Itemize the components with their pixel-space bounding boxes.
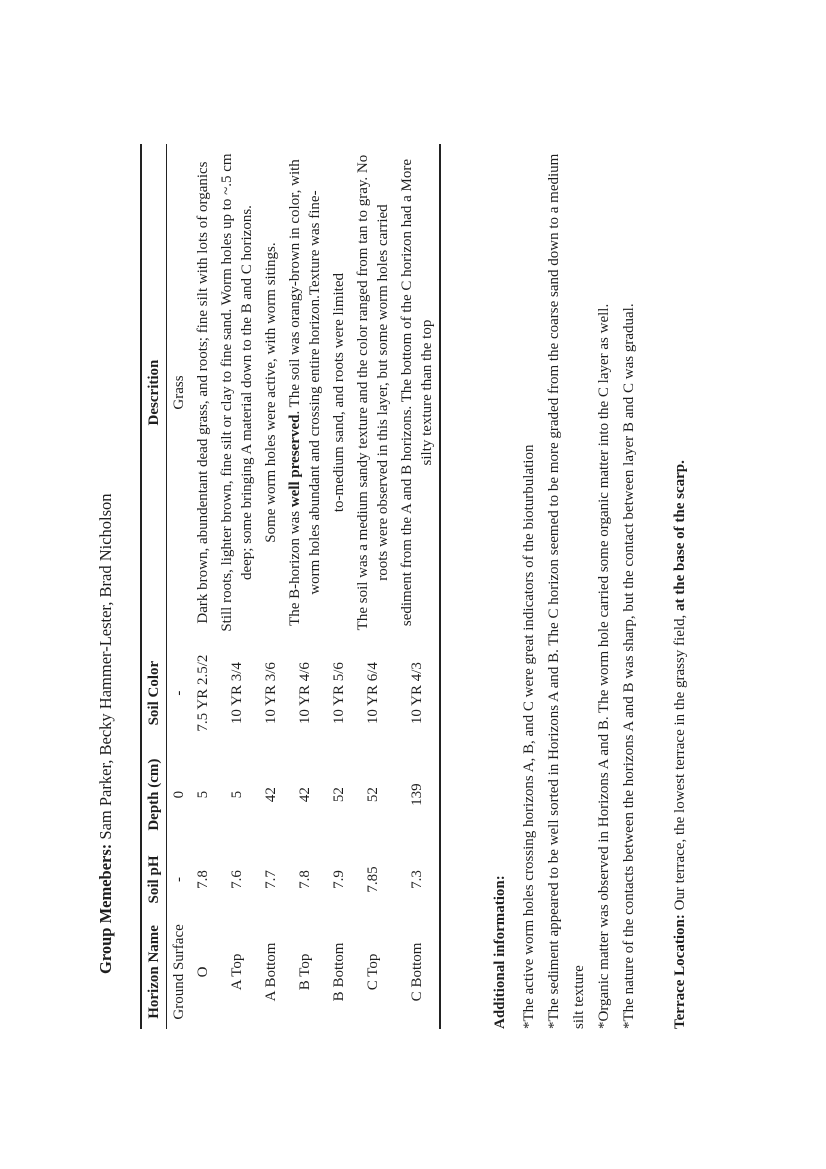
depth: 0 xyxy=(171,790,187,799)
soil-color: 10 YR 3/6 xyxy=(263,662,279,725)
soil-ph: 7.85 xyxy=(365,866,381,893)
horizon-name: C Top xyxy=(365,953,381,991)
soil-horizon-table xyxy=(140,144,441,1029)
depth: 42 xyxy=(263,787,279,803)
horizon-name: C Bottom xyxy=(395,915,440,1029)
description: Dark brown, abundentant dead grass, and roots; fine silt with lots of organics xyxy=(195,161,211,624)
terrace-location xyxy=(672,149,689,1029)
additional-heading: Additional information: xyxy=(492,875,508,1029)
horizon-name: A Top xyxy=(229,953,245,991)
soil-ph: 7.8 xyxy=(297,870,313,889)
header-horizon-name: Horizon Name xyxy=(141,915,167,1029)
group-members-label: Group Memebers: xyxy=(96,843,115,974)
additional-information xyxy=(488,149,642,1029)
depth: 5 xyxy=(229,790,245,799)
table-row xyxy=(259,144,283,1029)
depth: 52 xyxy=(331,787,347,803)
description: to-medium sand, and roots were limited xyxy=(331,272,347,513)
depth: 52 xyxy=(365,787,381,803)
description-part: The B-horizon was xyxy=(287,507,303,626)
horizon-name: A Bottom xyxy=(263,942,279,1002)
group-members-line xyxy=(96,493,116,974)
description: Still roots, lighter brown, fine silt or clay to fine sand. Worm holes up to ~.5 cm deep; some bringing A material down to the B and C horizons. xyxy=(219,153,255,632)
table-row xyxy=(283,144,327,1029)
soil-color: 10 YR 5/6 xyxy=(331,662,347,725)
depth: 5 xyxy=(195,790,211,799)
description: The soil was a medium sandy texture and the color ranged from tan to gray. No roots were observed in this layer, but some worm holes carried xyxy=(355,154,391,631)
soil-color: 10 YR 3/4 xyxy=(229,662,245,725)
description-part: . The soil was orangy-brown in color, with worm holes abundant and crossing entire horizon.Texture was fine- xyxy=(287,159,323,595)
description-emphasis: well preserved xyxy=(287,414,303,508)
header-soil-color: Soil Color xyxy=(141,641,167,745)
description xyxy=(283,144,327,641)
depth: 42 xyxy=(297,787,313,803)
depth: 139 xyxy=(395,745,440,844)
description: sediment from the A and B horizons. The bottom of the C horizon had a More silty texture than the top xyxy=(395,144,440,641)
soil-color: 10 YR 4/6 xyxy=(297,662,313,725)
terrace-emphasis: at the base of the scarp. xyxy=(672,460,688,611)
horizon-name: Ground Surface xyxy=(171,924,187,1020)
table-header-row xyxy=(141,144,167,1029)
note-item: *The sediment appeared to be well sorted in Horizons A and B. The C horizon seemed to be more graded from the coarse sand down to a medium silt texture xyxy=(546,153,587,1029)
note-item: *The nature of the contacts between the horizons A and B was sharp, but the contact between layer B and C was gradual. xyxy=(621,303,637,1029)
table-row xyxy=(351,144,395,1029)
note-item: *Organic matter was observed in Horizons A and B. The worm hole carried some organic matter into the C layer as well. xyxy=(596,303,612,1029)
note-item: *The active worm holes crossing horizons A, B, and C were great indicators of the bioturbulation xyxy=(521,444,537,1029)
description: Grass xyxy=(171,375,187,410)
table-row xyxy=(327,144,351,1029)
table-row xyxy=(191,144,215,1029)
horizon-name: B Bottom xyxy=(331,942,347,1002)
terrace-text: Our terrace, the lowest terrace in the grassy field, xyxy=(672,610,688,911)
soil-color: 10 YR 4/3 xyxy=(395,641,440,745)
header-soil-ph: Soil pH xyxy=(141,844,167,915)
soil-color: - xyxy=(171,690,187,696)
horizon-name: B Top xyxy=(297,953,313,991)
soil-color: 10 YR 6/4 xyxy=(365,662,381,725)
soil-ph: - xyxy=(171,876,187,882)
description: Some worm holes were active, with worm sitings. xyxy=(263,242,279,543)
table-row xyxy=(215,144,259,1029)
table-row xyxy=(395,144,440,1029)
horizon-name: O xyxy=(195,966,211,978)
group-members-names: Sam Parker, Becky Hammer-Lester, Brad Nicholson xyxy=(96,493,115,840)
terrace-label: Terrace Location: xyxy=(672,914,688,1029)
header-description: Descrition xyxy=(141,144,167,641)
soil-ph: 7.7 xyxy=(263,870,279,889)
soil-color: 7.5 YR 2.5/2 xyxy=(195,654,211,732)
soil-ph: 7.3 xyxy=(395,844,440,915)
soil-ph: 7.6 xyxy=(229,870,245,889)
soil-ph: 7.9 xyxy=(331,870,347,889)
soil-ph: 7.8 xyxy=(195,870,211,889)
header-depth: Depth (cm) xyxy=(141,745,167,844)
table-row xyxy=(167,144,192,1029)
